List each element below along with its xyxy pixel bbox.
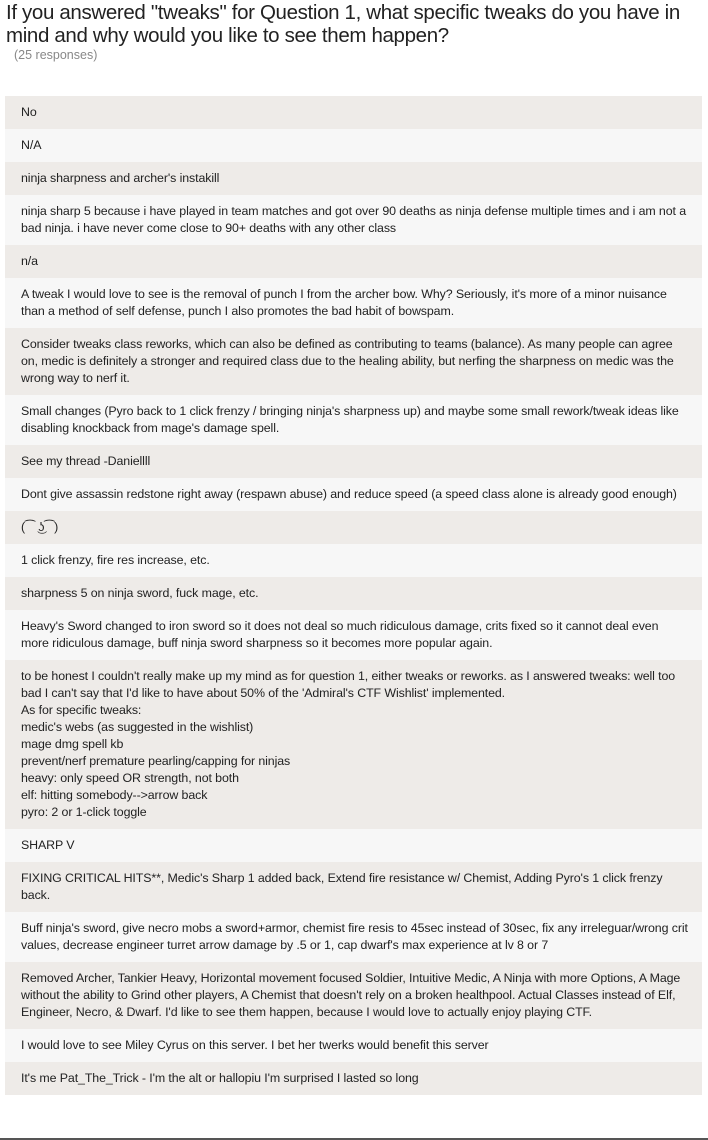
response-item: It's me Pat_The_Trick - I'm the alt or hallopiu I'm surprised I lasted so long: [5, 1062, 702, 1095]
response-item: SHARP V: [5, 829, 702, 862]
response-item: Small changes (Pyro back to 1 click frenzy / bringing ninja's sharpness up) and maybe some small rework/tweak ideas like disabling knockback from mage's damage spell.: [5, 395, 702, 445]
response-item: Dont give assassin redstone right away (respawn abuse) and reduce speed (a speed class alone is already good enough): [5, 478, 702, 511]
response-item: No: [5, 96, 702, 129]
response-item: (⁀ ͜ʖ⁀): [5, 511, 702, 544]
response-count: (25 responses): [14, 48, 98, 62]
response-item: N/A: [5, 129, 702, 162]
response-item: n/a: [5, 245, 702, 278]
response-item: Buff ninja's sword, give necro mobs a sword+armor, chemist fire resis to 45sec instead of 30sec, fix any irreleguar/wrong crit values, decrease engineer turret arrow damage by .5 or 1, cap dwarf's max experience at lv 8 or 7: [5, 912, 702, 962]
question-title: If you answered "tweaks" for Question 1, what specific tweaks do you have in mind and why would you like to see them happen?: [6, 1, 680, 47]
response-item: ninja sharp 5 because i have played in team matches and got over 90 deaths as ninja defense multiple times and i am not a bad ninja. i have never come close to 90+ deaths with any other class: [5, 195, 702, 245]
response-item: Consider tweaks class reworks, which can also be defined as contributing to teams (balance). As many people can agree on, medic is definitely a stronger and required class due to the healing ability, but nerfing the sharpness on medic was the wrong way to nerf it.: [5, 328, 702, 395]
response-item: sharpness 5 on ninja sword, fuck mage, etc.: [5, 577, 702, 610]
response-item: 1 click frenzy, fire res increase, etc.: [5, 544, 702, 577]
response-list: [5, 96, 702, 1095]
response-item: I would love to see Miley Cyrus on this server. I bet her twerks would benefit this server: [5, 1029, 702, 1062]
response-item: to be honest I couldn't really make up my mind as for question 1, either tweaks or reworks. as I answered tweaks: well too bad I can't say that I'd like to have about 50% of the 'Admiral's CTF Wishlist' implemented. As for specific tweaks: medic's webs (as suggested in the wishlist) mage dmg spell kb prevent/nerf premature pearling/capping for ninjas heavy: only speed OR strength, not both elf: hitting somebody-->arrow back pyro: 2 or 1-click toggle: [5, 660, 702, 829]
response-item: FIXING CRITICAL HITS**, Medic's Sharp 1 added back, Extend fire resistance w/ Chemist, Adding Pyro's 1 click frenzy back.: [5, 862, 702, 912]
response-item: See my thread -Daniellll: [5, 445, 702, 478]
response-item: Heavy's Sword changed to iron sword so it does not deal so much ridiculous damage, crits fixed so it cannot deal even more ridiculous damage, buff ninja sword sharpness so it becomes more popular again.: [5, 610, 702, 660]
response-item: A tweak I would love to see is the removal of punch I from the archer bow. Why? Seriously, it's more of a minor nuisance than a method of self defense, punch I also promotes the bad habit of bowspam.: [5, 278, 702, 328]
response-item: Removed Archer, Tankier Heavy, Horizontal movement focused Soldier, Intuitive Medic, A Ninja with more Options, A Mage without the ability to Grind other players, A Chemist that doesn't rely on a broken healthpool. Actual Classes instead of Elf, Engineer, Necro, & Dwarf. I'd like to see them happen, because I would love to actually enjoy playing CTF.: [5, 962, 702, 1029]
response-item: ninja sharpness and archer's instakill: [5, 162, 702, 195]
